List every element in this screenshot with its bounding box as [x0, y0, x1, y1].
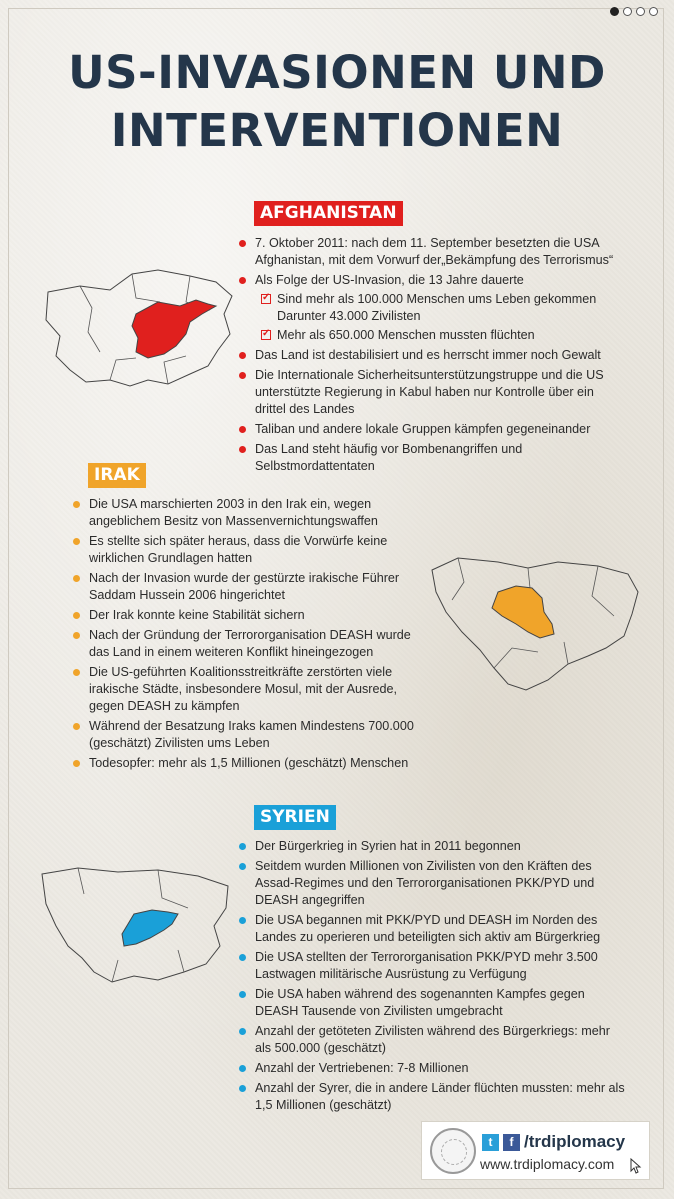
list-item [238, 912, 628, 946]
checkbox-icon: ✓ [262, 292, 271, 303]
irak-list [72, 496, 422, 775]
afghanistan-heading: AFGHANISTAN [254, 201, 403, 226]
list-item [238, 1080, 628, 1114]
list-item-text: Taliban und andere lokale Gruppen kämpfen gegeneinander [255, 422, 591, 436]
afghanistan-list [238, 235, 620, 478]
bullet-icon [239, 426, 246, 433]
list-item [72, 718, 422, 752]
syrien-list [238, 838, 628, 1117]
bullet-icon [73, 501, 80, 508]
list-item [72, 664, 422, 715]
syrien-map [38, 864, 234, 986]
bullet-icon [73, 538, 80, 545]
list-item-text: Der Bürgerkrieg in Syrien hat in 2011 begonnen [255, 839, 521, 853]
list-item [238, 272, 620, 344]
twitter-icon[interactable]: t [482, 1134, 499, 1151]
list-item-text: Die USA marschierten 2003 in den Irak ein, wegen angeblichem Besitz von Massenvernichtungswaffen [89, 497, 378, 528]
list-item-text: Es stellte sich später heraus, dass die Vorwürfe keine wirklichen Grundlagen hatten [89, 534, 388, 565]
list-item [238, 949, 628, 983]
list-item-text: Der Irak konnte keine Stabilität sichern [89, 608, 305, 622]
list-item-text: Seitdem wurden Millionen von Zivilisten von den Kräften des Assad-Regimes und den Terrororganisationen PKK/PYD und DEASH angegriffen [255, 859, 595, 907]
bullet-icon [73, 669, 80, 676]
bullet-icon [239, 1065, 246, 1072]
sub-list-item [261, 327, 620, 344]
list-item [238, 1060, 628, 1077]
bullet-icon [239, 277, 246, 284]
list-item-text: Die Internationale Sicherheitsunterstützungstruppe und die US unterstützte Regierung in Kabul haben nur Kontrolle über ein drittel des Landes [255, 368, 604, 416]
bullet-icon [239, 991, 246, 998]
list-item [72, 627, 422, 661]
pager-dot-4[interactable] [649, 7, 658, 16]
facebook-icon[interactable]: f [503, 1134, 520, 1151]
social-handle[interactable]: /trdiplomacy [524, 1132, 626, 1151]
list-item-text: Das Land steht häufig vor Bombenangriffen und Selbstmordattentaten [255, 442, 523, 473]
bullet-icon [239, 372, 246, 379]
list-item-text: Nach der Invasion wurde der gestürzte irakische Führer Saddam Hussein 2006 hingerichtet [89, 571, 400, 602]
bullet-icon [73, 760, 80, 767]
sub-list-item-text: Sind mehr als 100.000 Menschen ums Leben gekommen Darunter 43.000 Zivilisten [277, 292, 597, 323]
list-item-text: Nach der Gründung der Terrororganisation DEASH wurde das Land in einem weiteren Konflikt hineingezogen [89, 628, 411, 659]
bullet-icon [239, 954, 246, 961]
pager-dot-3[interactable] [636, 7, 645, 16]
list-item [238, 367, 620, 418]
list-item [238, 1023, 628, 1057]
bullet-icon [239, 843, 246, 850]
bullet-icon [239, 1085, 246, 1092]
irak-heading: IRAK [88, 463, 146, 488]
list-item [238, 858, 628, 909]
bullet-icon [239, 917, 246, 924]
pager-dot-2[interactable] [623, 7, 632, 16]
bullet-icon [73, 723, 80, 730]
bullet-icon [73, 632, 80, 639]
afghanistan-map [40, 262, 238, 390]
website-link[interactable]: www.trdiplomacy.com [480, 1156, 615, 1172]
list-item [238, 441, 620, 475]
list-item [238, 421, 620, 438]
pager-dot-1[interactable] [610, 7, 619, 16]
footer-branding [421, 1121, 650, 1180]
list-item-text: Anzahl der getöteten Zivilisten während des Bürgerkriegs: mehr als 500.000 (geschätzt) [255, 1024, 610, 1055]
list-item [238, 347, 620, 364]
sub-list-item-text: Mehr als 650.000 Menschen mussten flüchten [277, 328, 535, 342]
list-item-text: Die USA begannen mit PKK/PYD und DEASH im Norden des Landes zu operieren und beteiligten sich aktiv am Bürgerkrieg [255, 913, 601, 944]
checkbox-icon: ✓ [262, 328, 271, 339]
bullet-icon [239, 1028, 246, 1035]
bullet-icon [73, 575, 80, 582]
list-item-text: Als Folge der US-Invasion, die 13 Jahre dauerte [255, 273, 524, 287]
list-item-text: Die USA haben während des sogenannten Kampfes gegen DEASH Tausende von Zivilisten umgebracht [255, 987, 585, 1018]
afghanistan-sublist [261, 291, 620, 344]
irak-map [428, 552, 642, 694]
list-item [72, 496, 422, 530]
list-item [72, 755, 422, 772]
list-item [72, 607, 422, 624]
bullet-icon [239, 352, 246, 359]
bullet-icon [73, 612, 80, 619]
bullet-icon [239, 863, 246, 870]
pager-dots[interactable] [610, 7, 658, 16]
page-title-line-2: INTERVENTIONEN [110, 104, 564, 157]
sub-list-item [261, 291, 620, 325]
list-item-text: Todesopfer: mehr als 1,5 Millionen (geschätzt) Menschen [89, 756, 409, 770]
bullet-icon [239, 446, 246, 453]
list-item [238, 838, 628, 855]
list-item-text: Das Land ist destabilisiert und es herrscht immer noch Gewalt [255, 348, 601, 362]
list-item [238, 235, 620, 269]
list-item-text: Anzahl der Vertriebenen: 7-8 Millionen [255, 1061, 469, 1075]
list-item-text: 7. Oktober 2011: nach dem 11. September besetzten die USA Afghanistan, mit dem Vorwurf der„Bekämpfung des Terrorismus“ [255, 236, 614, 267]
syrien-heading: SYRIEN [254, 805, 336, 830]
list-item-text: Während der Besatzung Iraks kamen Mindestens 700.000 (geschätzt) Zivilisten ums Leben [89, 719, 414, 750]
list-item-text: Anzahl der Syrer, die in andere Länder flüchten mussten: mehr als 1,5 Millionen (geschätzt) [255, 1081, 625, 1112]
bullet-icon [239, 240, 246, 247]
list-item [72, 533, 422, 567]
list-item [238, 986, 628, 1020]
list-item-text: Die US-geführten Koalitionsstreitkräfte zerstörten viele irakische Städte, insbesondere Mosul, mit der Ausrede, gegen DEASH zu kämpfen [89, 665, 398, 713]
page-title-line-1: US-INVASIONEN UND [68, 46, 606, 99]
list-item-text: Die USA stellten der Terrororganisation PKK/PYD mehr 3.500 Lastwagen militärische Ausrüstung zu Verfügung [255, 950, 598, 981]
trdiplomacy-seal-logo [430, 1128, 476, 1174]
pointer-cursor-icon [630, 1158, 642, 1174]
list-item [72, 570, 422, 604]
